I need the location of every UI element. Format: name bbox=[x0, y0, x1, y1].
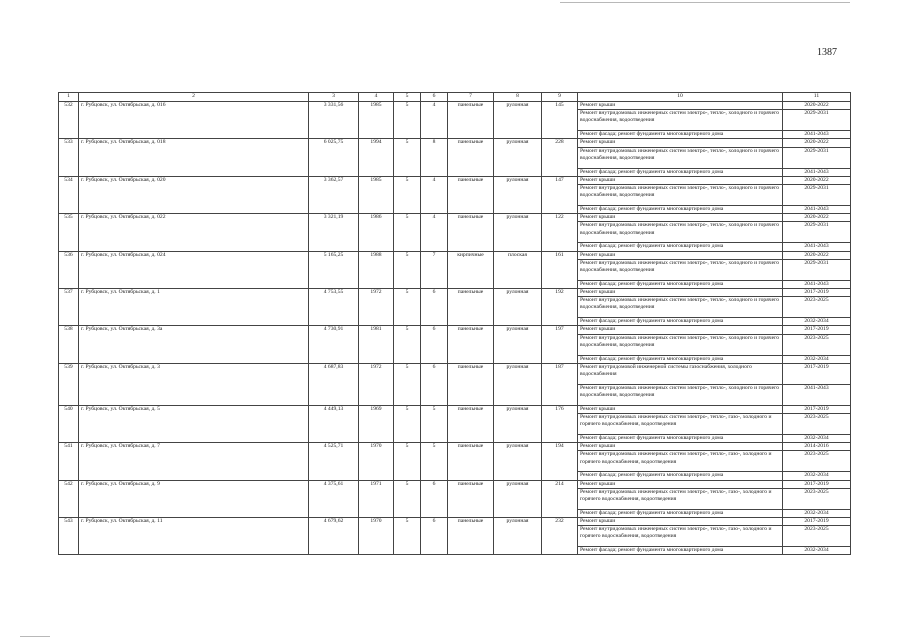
roof-type-cell: рулонная bbox=[494, 480, 542, 517]
address-cell: г. Рубцовск, ул. Октябрьская, д. 016 bbox=[79, 102, 309, 139]
column-header-5: 5 bbox=[394, 93, 421, 102]
table-row bbox=[59, 518, 851, 526]
roof-type-cell: рулонная bbox=[494, 176, 542, 213]
work-type-cell: Ремонт крыши bbox=[578, 176, 783, 184]
work-type-cell: Ремонт крыши bbox=[578, 518, 783, 526]
page-number: 1387 bbox=[817, 47, 837, 58]
area-cell: 4 449,13 bbox=[309, 405, 359, 442]
table-body bbox=[59, 102, 851, 555]
work-period-cell: 2029-2031 bbox=[783, 259, 851, 280]
work-type-cell: Ремонт крыши bbox=[578, 102, 783, 110]
row-number: 535 bbox=[59, 214, 79, 251]
floors-cell: 5 bbox=[394, 405, 421, 442]
residents-cell: 147 bbox=[542, 176, 578, 213]
entrances-cell: 8 bbox=[421, 139, 448, 176]
floors-cell: 5 bbox=[394, 443, 421, 480]
address-cell: г. Рубцовск, ул. Октябрьская, д. 1 bbox=[79, 289, 309, 326]
wall-material-cell: панельные bbox=[448, 480, 494, 517]
work-type-cell: Ремонт внутридомовых инженерных систем электро-, тепло-, холодного и горячего водоснабжения, водоотведения bbox=[578, 297, 783, 318]
wall-material-cell: панельные bbox=[448, 363, 494, 405]
address-cell: г. Рубцовск, ул. Октябрьская, д. 5 bbox=[79, 405, 309, 442]
table-row bbox=[59, 443, 851, 451]
work-type-cell: Ремонт фасада; ремонт фундамента многоквартирного дома bbox=[578, 280, 783, 288]
roof-type-cell: рулонная bbox=[494, 326, 542, 363]
wall-material-cell: панельные bbox=[448, 289, 494, 326]
residents-cell: 228 bbox=[542, 139, 578, 176]
area-cell: 6 025,75 bbox=[309, 139, 359, 176]
entrances-cell: 6 bbox=[421, 289, 448, 326]
wall-material-cell: кирпичные bbox=[448, 251, 494, 288]
year-built-cell: 1970 bbox=[359, 443, 394, 480]
table-row bbox=[59, 480, 851, 488]
row-number: 542 bbox=[59, 480, 79, 517]
row-number: 538 bbox=[59, 326, 79, 363]
area-cell: 4 687,83 bbox=[309, 363, 359, 405]
work-period-cell: 2041-2043 bbox=[783, 168, 851, 176]
address-cell: г. Рубцовск, ул. Октябрьская, д. 11 bbox=[79, 518, 309, 555]
row-number: 543 bbox=[59, 518, 79, 555]
work-period-cell: 2032-2034 bbox=[783, 509, 851, 517]
work-period-cell: 2017-2019 bbox=[783, 518, 851, 526]
roof-type-cell: рулонная bbox=[494, 139, 542, 176]
table-row bbox=[59, 139, 851, 147]
year-built-cell: 1985 bbox=[359, 102, 394, 139]
row-number: 537 bbox=[59, 289, 79, 326]
year-built-cell: 1986 bbox=[359, 214, 394, 251]
table-row bbox=[59, 289, 851, 297]
area-cell: 3 331,56 bbox=[309, 102, 359, 139]
work-period-cell: 2032-2034 bbox=[783, 472, 851, 480]
column-header-4: 4 bbox=[359, 93, 394, 102]
address-cell: г. Рубцовск, ул. Октябрьская, д. 3 bbox=[79, 363, 309, 405]
address-cell: г. Рубцовск, ул. Октябрьская, д. 024 bbox=[79, 251, 309, 288]
row-number: 532 bbox=[59, 102, 79, 139]
work-type-cell: Ремонт крыши bbox=[578, 139, 783, 147]
floors-cell: 5 bbox=[394, 480, 421, 517]
work-type-cell: Ремонт фасада; ремонт фундамента многоквартирного дома bbox=[578, 547, 783, 555]
wall-material-cell: панельные bbox=[448, 518, 494, 555]
residents-cell: 161 bbox=[542, 251, 578, 288]
roof-type-cell: рулонная bbox=[494, 102, 542, 139]
work-period-cell: 2017-2019 bbox=[783, 289, 851, 297]
work-type-cell: Ремонт внутридомовых инженерных систем электро-, тепло-, холодного и горячего водоснабжения, водоотведения bbox=[578, 222, 783, 243]
area-cell: 5 165,25 bbox=[309, 251, 359, 288]
entrances-cell: 4 bbox=[421, 102, 448, 139]
work-period-cell: 2020-2022 bbox=[783, 214, 851, 222]
column-number-row bbox=[59, 93, 851, 102]
floors-cell: 5 bbox=[394, 176, 421, 213]
work-type-cell: Ремонт внутридомовых инженерных систем электро-, тепло-, газо-, холодного и горячего водоснабжения, водоотведения bbox=[578, 451, 783, 472]
work-period-cell: 2017-2019 bbox=[783, 363, 851, 384]
table-row bbox=[59, 363, 851, 384]
housing-register-table bbox=[58, 92, 851, 555]
wall-material-cell: панельные bbox=[448, 176, 494, 213]
address-cell: г. Рубцовск, ул. Октябрьская, д. 018 bbox=[79, 139, 309, 176]
area-cell: 3 362,57 bbox=[309, 176, 359, 213]
work-type-cell: Ремонт крыши bbox=[578, 443, 783, 451]
entrances-cell: 7 bbox=[421, 251, 448, 288]
residents-cell: 122 bbox=[542, 214, 578, 251]
work-type-cell: Ремонт фасада; ремонт фундамента многоквартирного дома bbox=[578, 318, 783, 326]
floors-cell: 5 bbox=[394, 326, 421, 363]
column-header-11: 11 bbox=[783, 93, 851, 102]
work-type-cell: Ремонт фасада; ремонт фундамента многоквартирного дома bbox=[578, 472, 783, 480]
table-row bbox=[59, 102, 851, 110]
work-period-cell: 2041-2043 bbox=[783, 206, 851, 214]
entrances-cell: 4 bbox=[421, 176, 448, 213]
work-type-cell: Ремонт крыши bbox=[578, 289, 783, 297]
row-number: 536 bbox=[59, 251, 79, 288]
column-header-10: 10 bbox=[578, 93, 783, 102]
work-period-cell: 2020-2022 bbox=[783, 139, 851, 147]
residents-cell: 187 bbox=[542, 363, 578, 405]
wall-material-cell: панельные bbox=[448, 443, 494, 480]
work-period-cell: 2041-2043 bbox=[783, 384, 851, 405]
roof-type-cell: рулонная bbox=[494, 289, 542, 326]
work-period-cell: 2041-2043 bbox=[783, 131, 851, 139]
work-type-cell: Ремонт внутридомовых инженерных систем электро-, тепло-, холодного и горячего водоснабжения, водоотведения bbox=[578, 334, 783, 355]
residents-cell: 145 bbox=[542, 102, 578, 139]
entrances-cell: 6 bbox=[421, 326, 448, 363]
work-period-cell: 2032-2034 bbox=[783, 547, 851, 555]
work-period-cell: 2023-2025 bbox=[783, 451, 851, 472]
floors-cell: 5 bbox=[394, 251, 421, 288]
work-type-cell: Ремонт внутридомовых инженерных систем электро-, тепло-, холодного и горячего водоснабжения, водоотведения bbox=[578, 259, 783, 280]
year-built-cell: 1985 bbox=[359, 176, 394, 213]
work-type-cell: Ремонт крыши bbox=[578, 326, 783, 334]
work-type-cell: Ремонт фасада; ремонт фундамента многоквартирного дома bbox=[578, 435, 783, 443]
year-built-cell: 1971 bbox=[359, 480, 394, 517]
work-type-cell: Ремонт крыши bbox=[578, 480, 783, 488]
row-number: 541 bbox=[59, 443, 79, 480]
floors-cell: 5 bbox=[394, 518, 421, 555]
year-built-cell: 1972 bbox=[359, 363, 394, 405]
wall-material-cell: панельные bbox=[448, 214, 494, 251]
area-cell: 4 375,61 bbox=[309, 480, 359, 517]
entrances-cell: 5 bbox=[421, 443, 448, 480]
address-cell: г. Рубцовск, ул. Октябрьская, д. 022 bbox=[79, 214, 309, 251]
area-cell: 4 525,71 bbox=[309, 443, 359, 480]
work-type-cell: Ремонт фасада; ремонт фундамента многоквартирного дома bbox=[578, 168, 783, 176]
floors-cell: 5 bbox=[394, 139, 421, 176]
work-type-cell: Ремонт фасада; ремонт фундамента многоквартирного дома bbox=[578, 243, 783, 251]
wall-material-cell: панельные bbox=[448, 326, 494, 363]
table-row bbox=[59, 251, 851, 259]
work-type-cell: Ремонт внутридомовых инженерных систем электро-, тепло-, газо-, холодного и горячего водоснабжения, водоотведения bbox=[578, 414, 783, 435]
work-period-cell: 2023-2025 bbox=[783, 526, 851, 547]
work-period-cell: 2023-2025 bbox=[783, 297, 851, 318]
work-type-cell: Ремонт крыши bbox=[578, 405, 783, 413]
area-cell: 4 679,62 bbox=[309, 518, 359, 555]
scan-mark-bottom bbox=[20, 636, 50, 637]
residents-cell: 194 bbox=[542, 443, 578, 480]
row-number: 540 bbox=[59, 405, 79, 442]
column-header-8: 8 bbox=[494, 93, 542, 102]
roof-type-cell: рулонная bbox=[494, 363, 542, 405]
work-type-cell: Ремонт фасада; ремонт фундамента многоквартирного дома bbox=[578, 355, 783, 363]
work-period-cell: 2032-2034 bbox=[783, 318, 851, 326]
work-type-cell: Ремонт крыши bbox=[578, 251, 783, 259]
column-header-9: 9 bbox=[542, 93, 578, 102]
floors-cell: 5 bbox=[394, 102, 421, 139]
work-type-cell: Ремонт фасада; ремонт фундамента многоквартирного дома bbox=[578, 131, 783, 139]
address-cell: г. Рубцовск, ул. Октябрьская, д. 9 bbox=[79, 480, 309, 517]
work-type-cell: Ремонт внутридомовых инженерных систем электро-, тепло-, газо-, холодного и горячего водоснабжения, водоотведения bbox=[578, 488, 783, 509]
area-cell: 4 753,55 bbox=[309, 289, 359, 326]
row-number: 534 bbox=[59, 176, 79, 213]
work-period-cell: 2029-2031 bbox=[783, 185, 851, 206]
floors-cell: 5 bbox=[394, 289, 421, 326]
column-header-6: 6 bbox=[421, 93, 448, 102]
work-period-cell: 2041-2043 bbox=[783, 243, 851, 251]
wall-material-cell: панельные bbox=[448, 405, 494, 442]
work-period-cell: 2014-2016 bbox=[783, 443, 851, 451]
year-built-cell: 1970 bbox=[359, 518, 394, 555]
table-row bbox=[59, 326, 851, 334]
entrances-cell: 4 bbox=[421, 214, 448, 251]
work-type-cell: Ремонт внутридомовых инженерных систем электро-, тепло-, холодного и горячего водоснабжения, водоотведения bbox=[578, 185, 783, 206]
wall-material-cell: панельные bbox=[448, 102, 494, 139]
work-period-cell: 2029-2031 bbox=[783, 222, 851, 243]
scan-mark-top bbox=[560, 2, 850, 3]
table-row bbox=[59, 176, 851, 184]
work-type-cell: Ремонт внутридомовых инженерных систем электро-, тепло-, холодного и горячего водоснабжения, водоотведения bbox=[578, 110, 783, 131]
address-cell: г. Рубцовск, ул. Октябрьская, д. 3а bbox=[79, 326, 309, 363]
work-period-cell: 2023-2025 bbox=[783, 414, 851, 435]
address-cell: г. Рубцовск, ул. Октябрьская, д. 7 bbox=[79, 443, 309, 480]
work-period-cell: 2020-2022 bbox=[783, 102, 851, 110]
year-built-cell: 1972 bbox=[359, 289, 394, 326]
column-header-1: 1 bbox=[59, 93, 79, 102]
floors-cell: 5 bbox=[394, 214, 421, 251]
area-cell: 4 730,91 bbox=[309, 326, 359, 363]
year-built-cell: 1994 bbox=[359, 139, 394, 176]
row-number: 539 bbox=[59, 363, 79, 405]
work-period-cell: 2017-2019 bbox=[783, 326, 851, 334]
entrances-cell: 6 bbox=[421, 518, 448, 555]
work-period-cell: 2029-2031 bbox=[783, 110, 851, 131]
roof-type-cell: рулонная bbox=[494, 518, 542, 555]
work-type-cell: Ремонт фасада; ремонт фундамента многоквартирного дома bbox=[578, 206, 783, 214]
table-row bbox=[59, 405, 851, 413]
work-type-cell: Ремонт внутридомовых инженерных систем электро-, тепло-, газо-, холодного и горячего водоснабжения, водоотведения bbox=[578, 526, 783, 547]
residents-cell: 232 bbox=[542, 518, 578, 555]
work-period-cell: 2041-2043 bbox=[783, 280, 851, 288]
work-period-cell: 2023-2025 bbox=[783, 488, 851, 509]
column-header-7: 7 bbox=[448, 93, 494, 102]
roof-type-cell: рулонная bbox=[494, 405, 542, 442]
roof-type-cell: рулонная bbox=[494, 214, 542, 251]
work-type-cell: Ремонт внутридомовых инженерных систем электро-, тепло-, холодного и горячего водоснабжения, водоотведения bbox=[578, 384, 783, 405]
work-period-cell: 2020-2022 bbox=[783, 176, 851, 184]
entrances-cell: 6 bbox=[421, 480, 448, 517]
work-type-cell: Ремонт внутридомовой инженерной системы газоснабжения, холодного водоснабжения bbox=[578, 363, 783, 384]
column-header-2: 2 bbox=[79, 93, 309, 102]
roof-type-cell: рулонная bbox=[494, 443, 542, 480]
year-built-cell: 1969 bbox=[359, 405, 394, 442]
floors-cell: 5 bbox=[394, 363, 421, 405]
area-cell: 3 321,19 bbox=[309, 214, 359, 251]
work-period-cell: 2032-2034 bbox=[783, 355, 851, 363]
residents-cell: 214 bbox=[542, 480, 578, 517]
work-period-cell: 2023-2025 bbox=[783, 334, 851, 355]
work-period-cell: 2017-2019 bbox=[783, 480, 851, 488]
wall-material-cell: панельные bbox=[448, 139, 494, 176]
residents-cell: 197 bbox=[542, 326, 578, 363]
roof-type-cell: плоская bbox=[494, 251, 542, 288]
work-period-cell: 2017-2019 bbox=[783, 405, 851, 413]
column-header-3: 3 bbox=[309, 93, 359, 102]
address-cell: г. Рубцовск, ул. Октябрьская, д. 020 bbox=[79, 176, 309, 213]
work-period-cell: 2032-2034 bbox=[783, 435, 851, 443]
year-built-cell: 1981 bbox=[359, 326, 394, 363]
work-type-cell: Ремонт внутридомовых инженерных систем электро-, тепло-, холодного и горячего водоснабжения, водоотведения bbox=[578, 147, 783, 168]
work-type-cell: Ремонт крыши bbox=[578, 214, 783, 222]
work-period-cell: 2020-2022 bbox=[783, 251, 851, 259]
row-number: 533 bbox=[59, 139, 79, 176]
residents-cell: 192 bbox=[542, 289, 578, 326]
entrances-cell: 6 bbox=[421, 363, 448, 405]
work-type-cell: Ремонт фасада; ремонт фундамента многоквартирного дома bbox=[578, 509, 783, 517]
work-period-cell: 2029-2031 bbox=[783, 147, 851, 168]
table-row bbox=[59, 214, 851, 222]
entrances-cell: 5 bbox=[421, 405, 448, 442]
residents-cell: 176 bbox=[542, 405, 578, 442]
year-built-cell: 1988 bbox=[359, 251, 394, 288]
